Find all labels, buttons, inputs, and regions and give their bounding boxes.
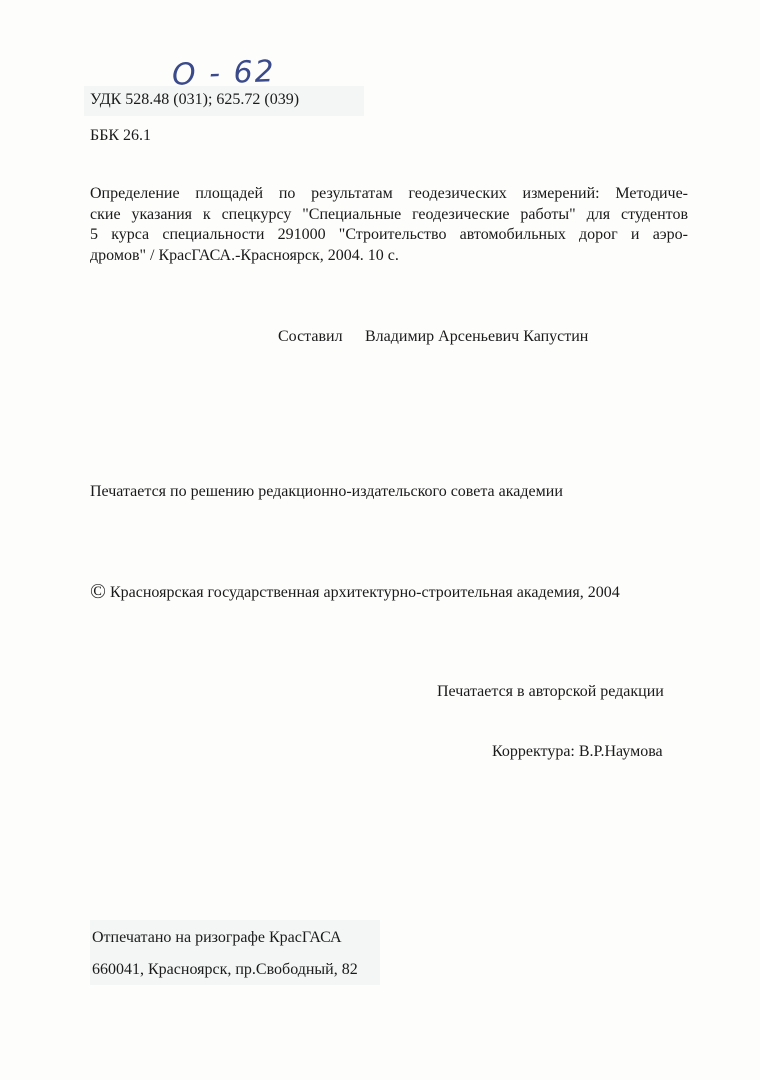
- printing-address: 660041, Красноярск, пр.Свободный, 82: [92, 961, 358, 978]
- printed-on-note: Отпечатано на ризографе КрасГАСА: [92, 929, 342, 946]
- copyright-text: Красноярская государственная архитектурно-строительная академия, 2004: [109, 584, 620, 601]
- annotation-line: Определение площадей по результатам геодезических измерений: Методиче-: [90, 185, 688, 202]
- compiler-label: Составил: [278, 328, 343, 345]
- compiler-name: Владимир Арсеньевич Капустин: [365, 328, 589, 345]
- bibliographic-annotation: [90, 184, 688, 266]
- udk-code: УДК 528.48 (031); 625.72 (039): [90, 91, 300, 108]
- annotation-line: дромов" / КрасГАСА.-Красноярск, 2004. 10 с.: [90, 246, 399, 264]
- proofreading-credit: Корректура: В.Р.Наумова: [492, 743, 663, 760]
- annotation-line: ские указания к спецкурсу "Специальные геодезические работы" для студентов: [90, 205, 688, 223]
- copyright-icon: ©: [90, 579, 106, 603]
- copyright-line: [90, 580, 620, 604]
- annotation-line: 5 курса специальности 291000 "Строительство автомобильных дорог и аэро-: [90, 226, 688, 243]
- author-edition-note: Печатается в авторской редакции: [437, 683, 664, 700]
- handwritten-catalog-mark: O - 62: [171, 54, 277, 93]
- publication-decision: Печатается по решению редакционно-издательского совета академии: [90, 483, 563, 500]
- bbk-code: ББК 26.1: [90, 127, 152, 144]
